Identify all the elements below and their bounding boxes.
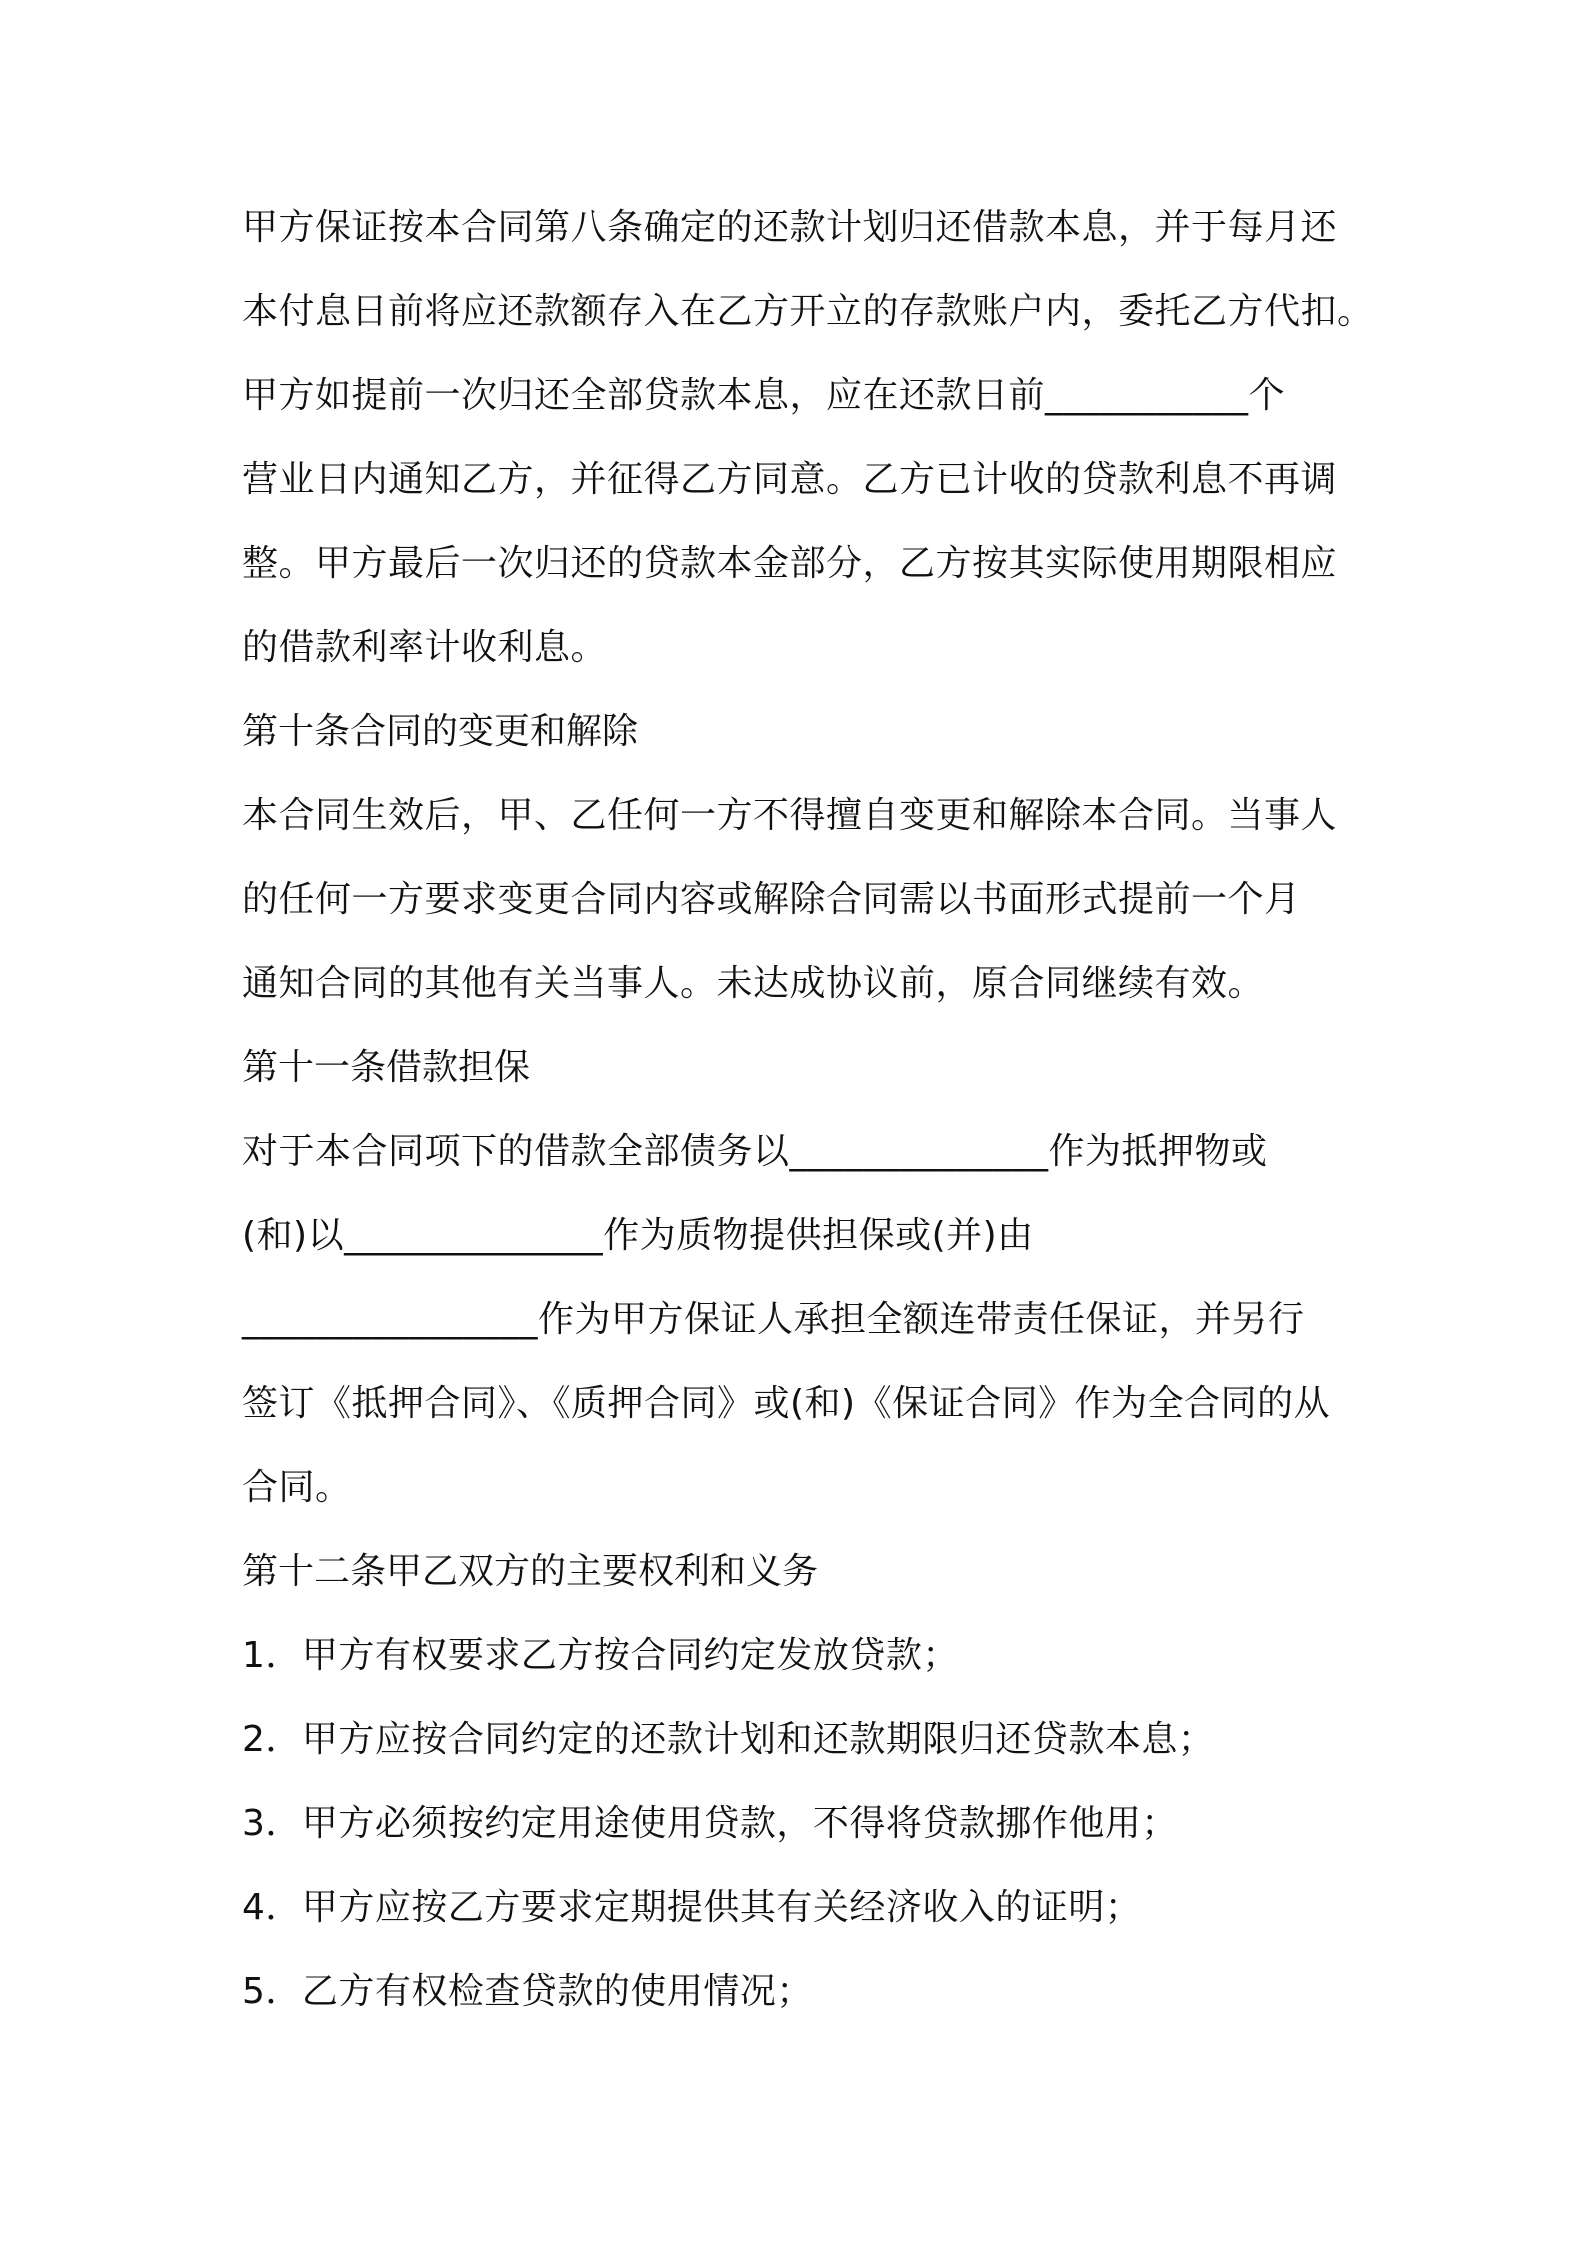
list-item: 4．甲方应按乙方要求定期提供其有关经济收入的证明； [242, 1887, 1142, 1928]
paragraph-line: 本付息日前将应还款额存入在乙方开立的存款账户内，委托乙方代扣。 [242, 291, 1374, 332]
list-item: 1．甲方有权要求乙方按合同约定发放贷款； [242, 1635, 959, 1676]
paragraph-line: 整。甲方最后一次归还的贷款本金部分，乙方按其实际使用期限相应 [242, 543, 1338, 584]
list-item: 5．乙方有权检查贷款的使用情况； [242, 1971, 813, 2012]
paragraph-line: 甲方如提前一次归还全部贷款本息，应在还款日前___________个 [242, 375, 1286, 416]
list-item: 3．甲方必须按约定用途使用贷款，不得将贷款挪作他用； [242, 1803, 1178, 1844]
paragraph-line: 甲方保证按本合同第八条确定的还款计划归还借款本息，并于每月还 [242, 207, 1338, 248]
paragraph-line: 本合同生效后，甲、乙任何一方不得擅自变更和解除本合同。当事人 [242, 795, 1338, 836]
paragraph-line: 通知合同的其他有关当事人。未达成协议前，原合同继续有效。 [242, 963, 1265, 1004]
paragraph-line: 签订《抵押合同》、《质押合同》或(和)《保证合同》作为全合同的从 [242, 1383, 1331, 1424]
section-heading-10: 第十条合同的变更和解除 [242, 711, 639, 752]
paragraph-line: (和)以______________作为质物提供担保或(并)由 [242, 1215, 1034, 1256]
paragraph-line: 合同。 [242, 1467, 352, 1508]
list-item: 2．甲方应按合同约定的还款计划和还款期限归还贷款本息； [242, 1719, 1215, 1760]
paragraph-line: 营业日内通知乙方，并征得乙方同意。乙方已计收的贷款利息不再调 [242, 459, 1338, 500]
paragraph-line: 的借款利率计收利息。 [242, 627, 608, 668]
paragraph-line: 对于本合同项下的借款全部债务以______________作为抵押物或 [242, 1131, 1268, 1172]
section-heading-12: 第十二条甲乙双方的主要权利和义务 [242, 1551, 819, 1592]
paragraph-line: ________________作为甲方保证人承担全额连带责任保证，并另行 [242, 1299, 1305, 1340]
section-heading-11: 第十一条借款担保 [242, 1047, 531, 1088]
paragraph-line: 的任何一方要求变更合同内容或解除合同需以书面形式提前一个月 [242, 879, 1301, 920]
